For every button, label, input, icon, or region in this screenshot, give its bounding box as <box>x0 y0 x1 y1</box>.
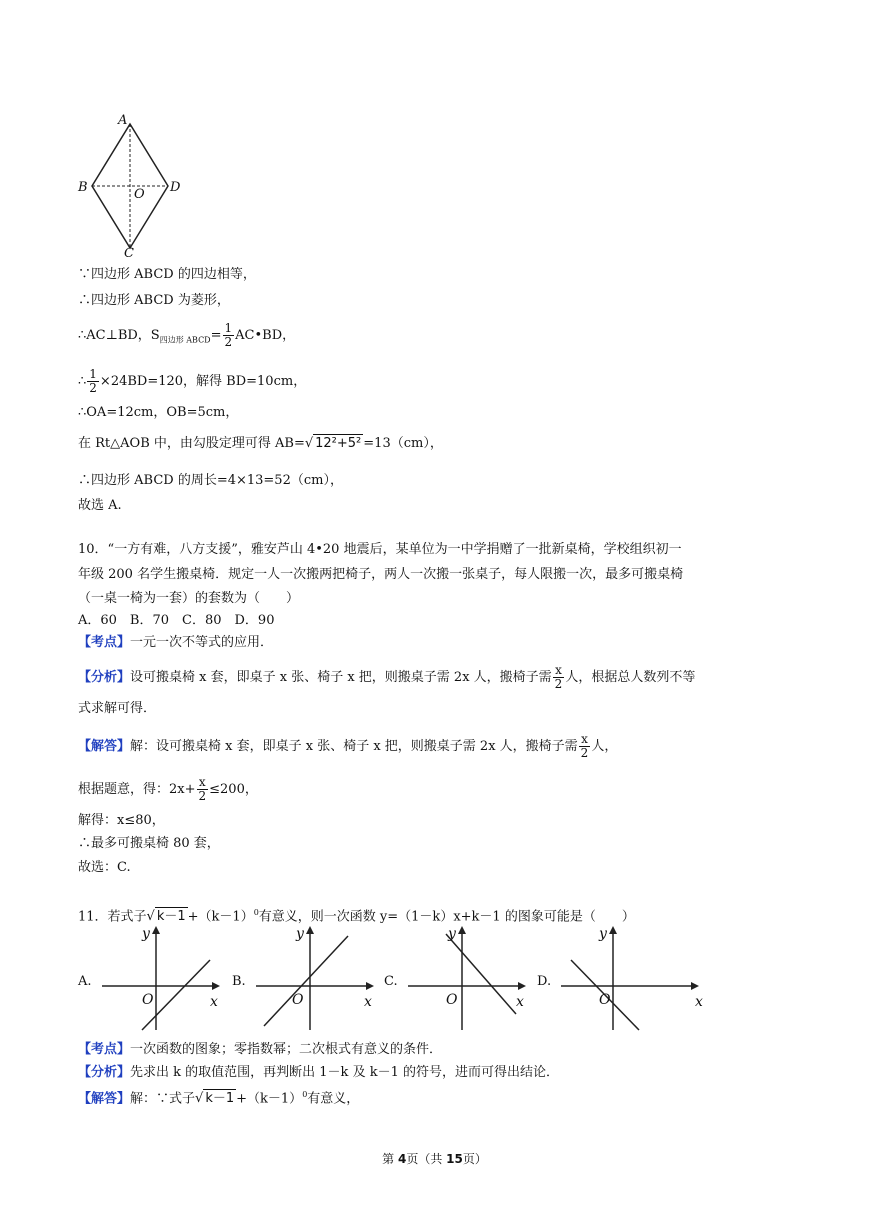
rhombus-figure <box>74 112 194 257</box>
q10-step-1: 解得：x≤80， <box>78 813 165 828</box>
sol9-line-5: ∴OA=12cm，OB=5cm， <box>78 405 239 420</box>
square-root: √ k－1 <box>146 909 186 925</box>
q11-jieda: 【解答】解：∵式子√ $k-1 +(k-1)^0$有意义， <box>78 1090 360 1107</box>
fraction-x-half: $\frac{x}{2}$ <box>554 663 563 691</box>
page-number: 4 <box>397 1152 407 1166</box>
axis-x-label: x <box>210 994 218 1010</box>
q10-fenxi-1: 【分析】设可搬桌椅 x 套，即桌子 x 张、椅子 x 把，则搬桌子需 2x 人，搬椅子需 $\frac{x}{2}$ 人，根据总人数列不等 <box>78 663 696 691</box>
q10-stem-3: （一桌一椅为一套）的套数为（ ） <box>78 591 300 606</box>
axis-x-label: x <box>695 994 703 1010</box>
q11-kaodian: 【考点】一次函数的图象；零指数幂；二次根式有意义的条件． <box>78 1042 443 1057</box>
y-arrow <box>609 926 617 934</box>
sol9-line-4: ∴ $\frac{1}{2}$ ×24BD=120，解得 BD=10cm， <box>78 367 307 395</box>
q11-fenxi: 【分析】先求出 k 的取值范围，再判断出 1－k 及 k－1 的符号，进而可得出结论． <box>78 1065 559 1080</box>
sol9-line-8: 故选 A. <box>78 498 122 513</box>
q11-graph-c <box>404 922 536 1034</box>
fraction-half: $\frac{1}{2}$ <box>224 321 233 349</box>
page-total: 15 <box>446 1152 463 1166</box>
square-root: √ 12²+5² <box>304 436 362 451</box>
y-arrow <box>152 926 160 934</box>
axis-x-label: x <box>364 994 372 1010</box>
sol9-line-2: ∴四边形 ABCD 为菱形， <box>78 293 230 308</box>
q11-graph-d <box>557 922 707 1034</box>
q11-option-d-label: D. <box>537 974 552 989</box>
q10-stem-2: 年级 200 名学生搬桌椅．规定一人一次搬两把椅子，两人一次搬一张桌子，每人限搬一次，最多可搬桌椅 <box>78 567 684 582</box>
q10-jieda-1: 【解答】解：设可搬桌椅 x 套，即桌子 x 张、椅子 x 把，则搬桌子需 2x 人，搬椅子需 $\frac{x}{2}$ 人， <box>78 732 618 760</box>
axis-y-label: y <box>296 926 304 942</box>
axis-x-label: x <box>516 994 524 1010</box>
q11-stem: 11．若式子√ $k-1 +(k-1)^0$有意义，则一次函数 y=（1－k）x+k－1 的图象可能是（ ） <box>78 908 635 925</box>
square-root: √ k－1 <box>195 1091 235 1107</box>
label-d: D <box>170 180 181 195</box>
origin-label: O <box>599 992 611 1008</box>
x-arrow <box>366 982 374 990</box>
origin-label: O <box>292 992 304 1008</box>
label-a: A <box>118 113 128 128</box>
origin-label: O <box>446 992 458 1008</box>
y-arrow <box>306 926 314 934</box>
axis-y-label: y <box>599 926 607 942</box>
sol9-line-6: 在 Rt△AOB 中，由勾股定理可得 AB=√ 12²+5² =13（cm）， <box>78 436 443 451</box>
sol9-line-3: ∴AC⊥BD，$S_{四边形 ABCD}=$ $\frac{1}{2}$ AC•BD， <box>78 321 296 349</box>
x-arrow <box>212 982 220 990</box>
x-arrow <box>691 982 699 990</box>
label-b: B <box>78 180 88 195</box>
y-arrow <box>458 926 466 934</box>
sol9-line-1: ∵四边形 ABCD 的四边相等， <box>78 267 256 282</box>
q11-option-a-label: A. <box>78 974 92 989</box>
x-arrow <box>518 982 526 990</box>
sol9-line-7: ∴四边形 ABCD 的周长=4×13=52（cm）， <box>78 473 343 488</box>
page-footer: 第 4页（共 15页） <box>382 1152 487 1166</box>
graph-line <box>264 936 348 1026</box>
fraction-x-half: $\frac{x}{2}$ <box>580 732 589 760</box>
axis-y-label: y <box>142 926 150 942</box>
q10-kaodian: 【考点】一元一次不等式的应用． <box>78 635 274 650</box>
fraction-x-half: $\frac{x}{2}$ <box>198 775 207 803</box>
fraction-half: $\frac{1}{2}$ <box>89 367 97 395</box>
label-o: O <box>134 187 145 202</box>
q10-step-2: ∴最多可搬桌椅 80 套， <box>78 836 220 851</box>
q11-option-b-label: B. <box>232 974 246 989</box>
q11-graph-b <box>252 922 384 1034</box>
axis-y-label: y <box>448 926 456 942</box>
origin-label: O <box>142 992 154 1008</box>
q11-option-c-label: C. <box>384 974 398 989</box>
q10-stem-1: 10．“一方有难，八方支援”，雅安芦山 4•20 地震后，某单位为一中学捐赠了一批新桌椅，学校组织初一 <box>78 542 682 557</box>
label-c: C <box>124 246 134 257</box>
q10-fenxi-2: 式求解可得． <box>78 701 157 716</box>
q10-inequality: 根据题意，得：2x+ $\frac{x}{2}$ ≤200， <box>78 775 258 803</box>
q10-options: A．60 B．70 C．80 D．90 <box>78 613 275 628</box>
q11-graph-a <box>98 922 230 1034</box>
q10-step-3: 故选：C. <box>78 860 131 875</box>
